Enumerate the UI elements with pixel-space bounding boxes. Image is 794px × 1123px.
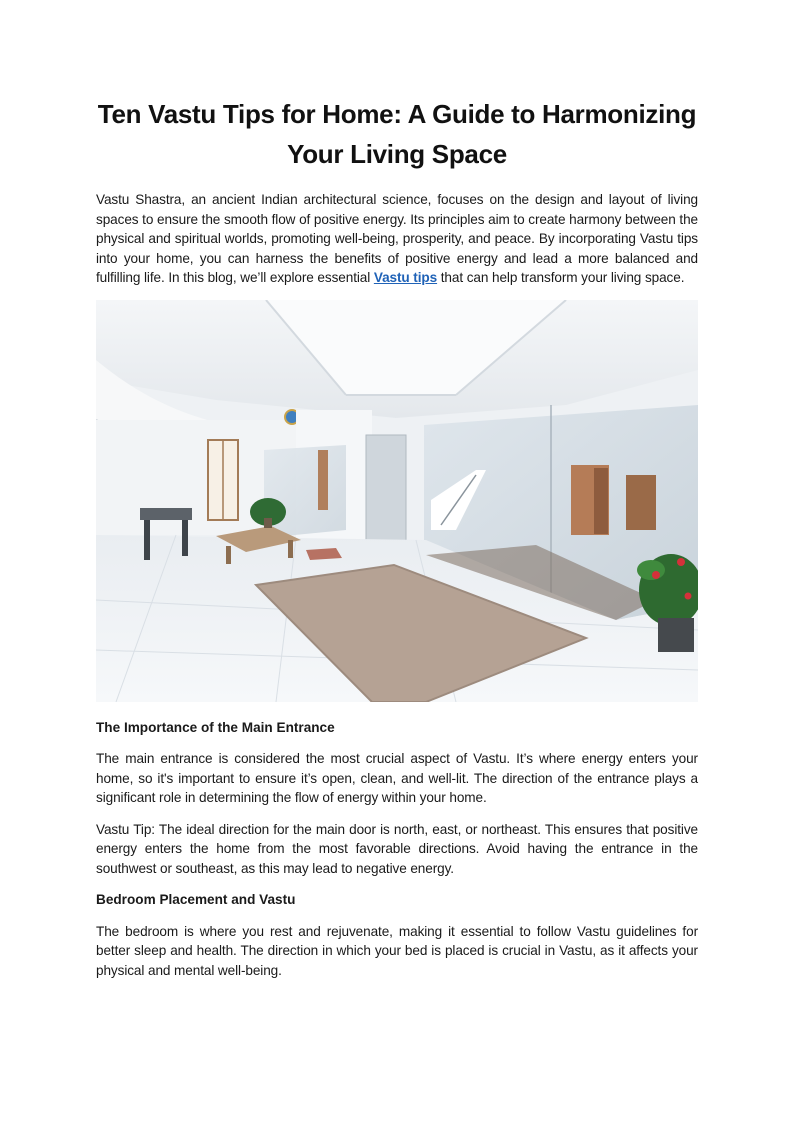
intro-text-end: that can help transform your living space.	[437, 270, 685, 285]
main-entrance-paragraph-2: Vastu Tip: The ideal direction for the main door is north, east, or northeast. This ensures that positive energy enters the home from the most favorable directions. Avoid having the entrance in the southwest or southeast, as this may lead to negative energy.	[96, 821, 698, 876]
page-title: Ten Vastu Tips for Home: A Guide to Harmonizing Your Living Space	[97, 99, 697, 169]
living-room-photo	[96, 300, 698, 702]
intro-paragraph	[96, 190, 698, 288]
document-body	[96, 94, 698, 992]
bedroom-paragraph-1: The bedroom is where you rest and rejuvenate, making it essential to follow Vastu guidelines for better sleep and health. The direction in which your bed is placed is crucial in Vastu, as it affects your physical and mental well-being.	[96, 923, 698, 978]
section-heading-bedroom: Bedroom Placement and Vastu	[96, 892, 296, 907]
main-entrance-paragraph-1: The main entrance is considered the most crucial aspect of Vastu. It’s where energy enters your home, so it's important to ensure it’s open, clean, and well-lit. The direction of the entrance plays a significant role in determining the flow of energy within your home.	[96, 751, 698, 805]
vastu-tips-link[interactable]: Vastu tips	[373, 270, 438, 285]
section-heading-main-entrance: The Importance of the Main Entrance	[96, 719, 335, 735]
intro-text-start: Vastu Shastra, an ancient Indian architectural science, focuses on the design and layout of living spaces to ensure the smooth flow of positive energy. Its principles aim to create harmony between the physical and spiritual worlds, promoting well-being, prosperity, and peace. By incorporating Vastu tips into your home, you can harness the benefits of positive energy and lead a more balanced and fulfilling life. In this blog, we’ll explore essential	[96, 192, 698, 285]
